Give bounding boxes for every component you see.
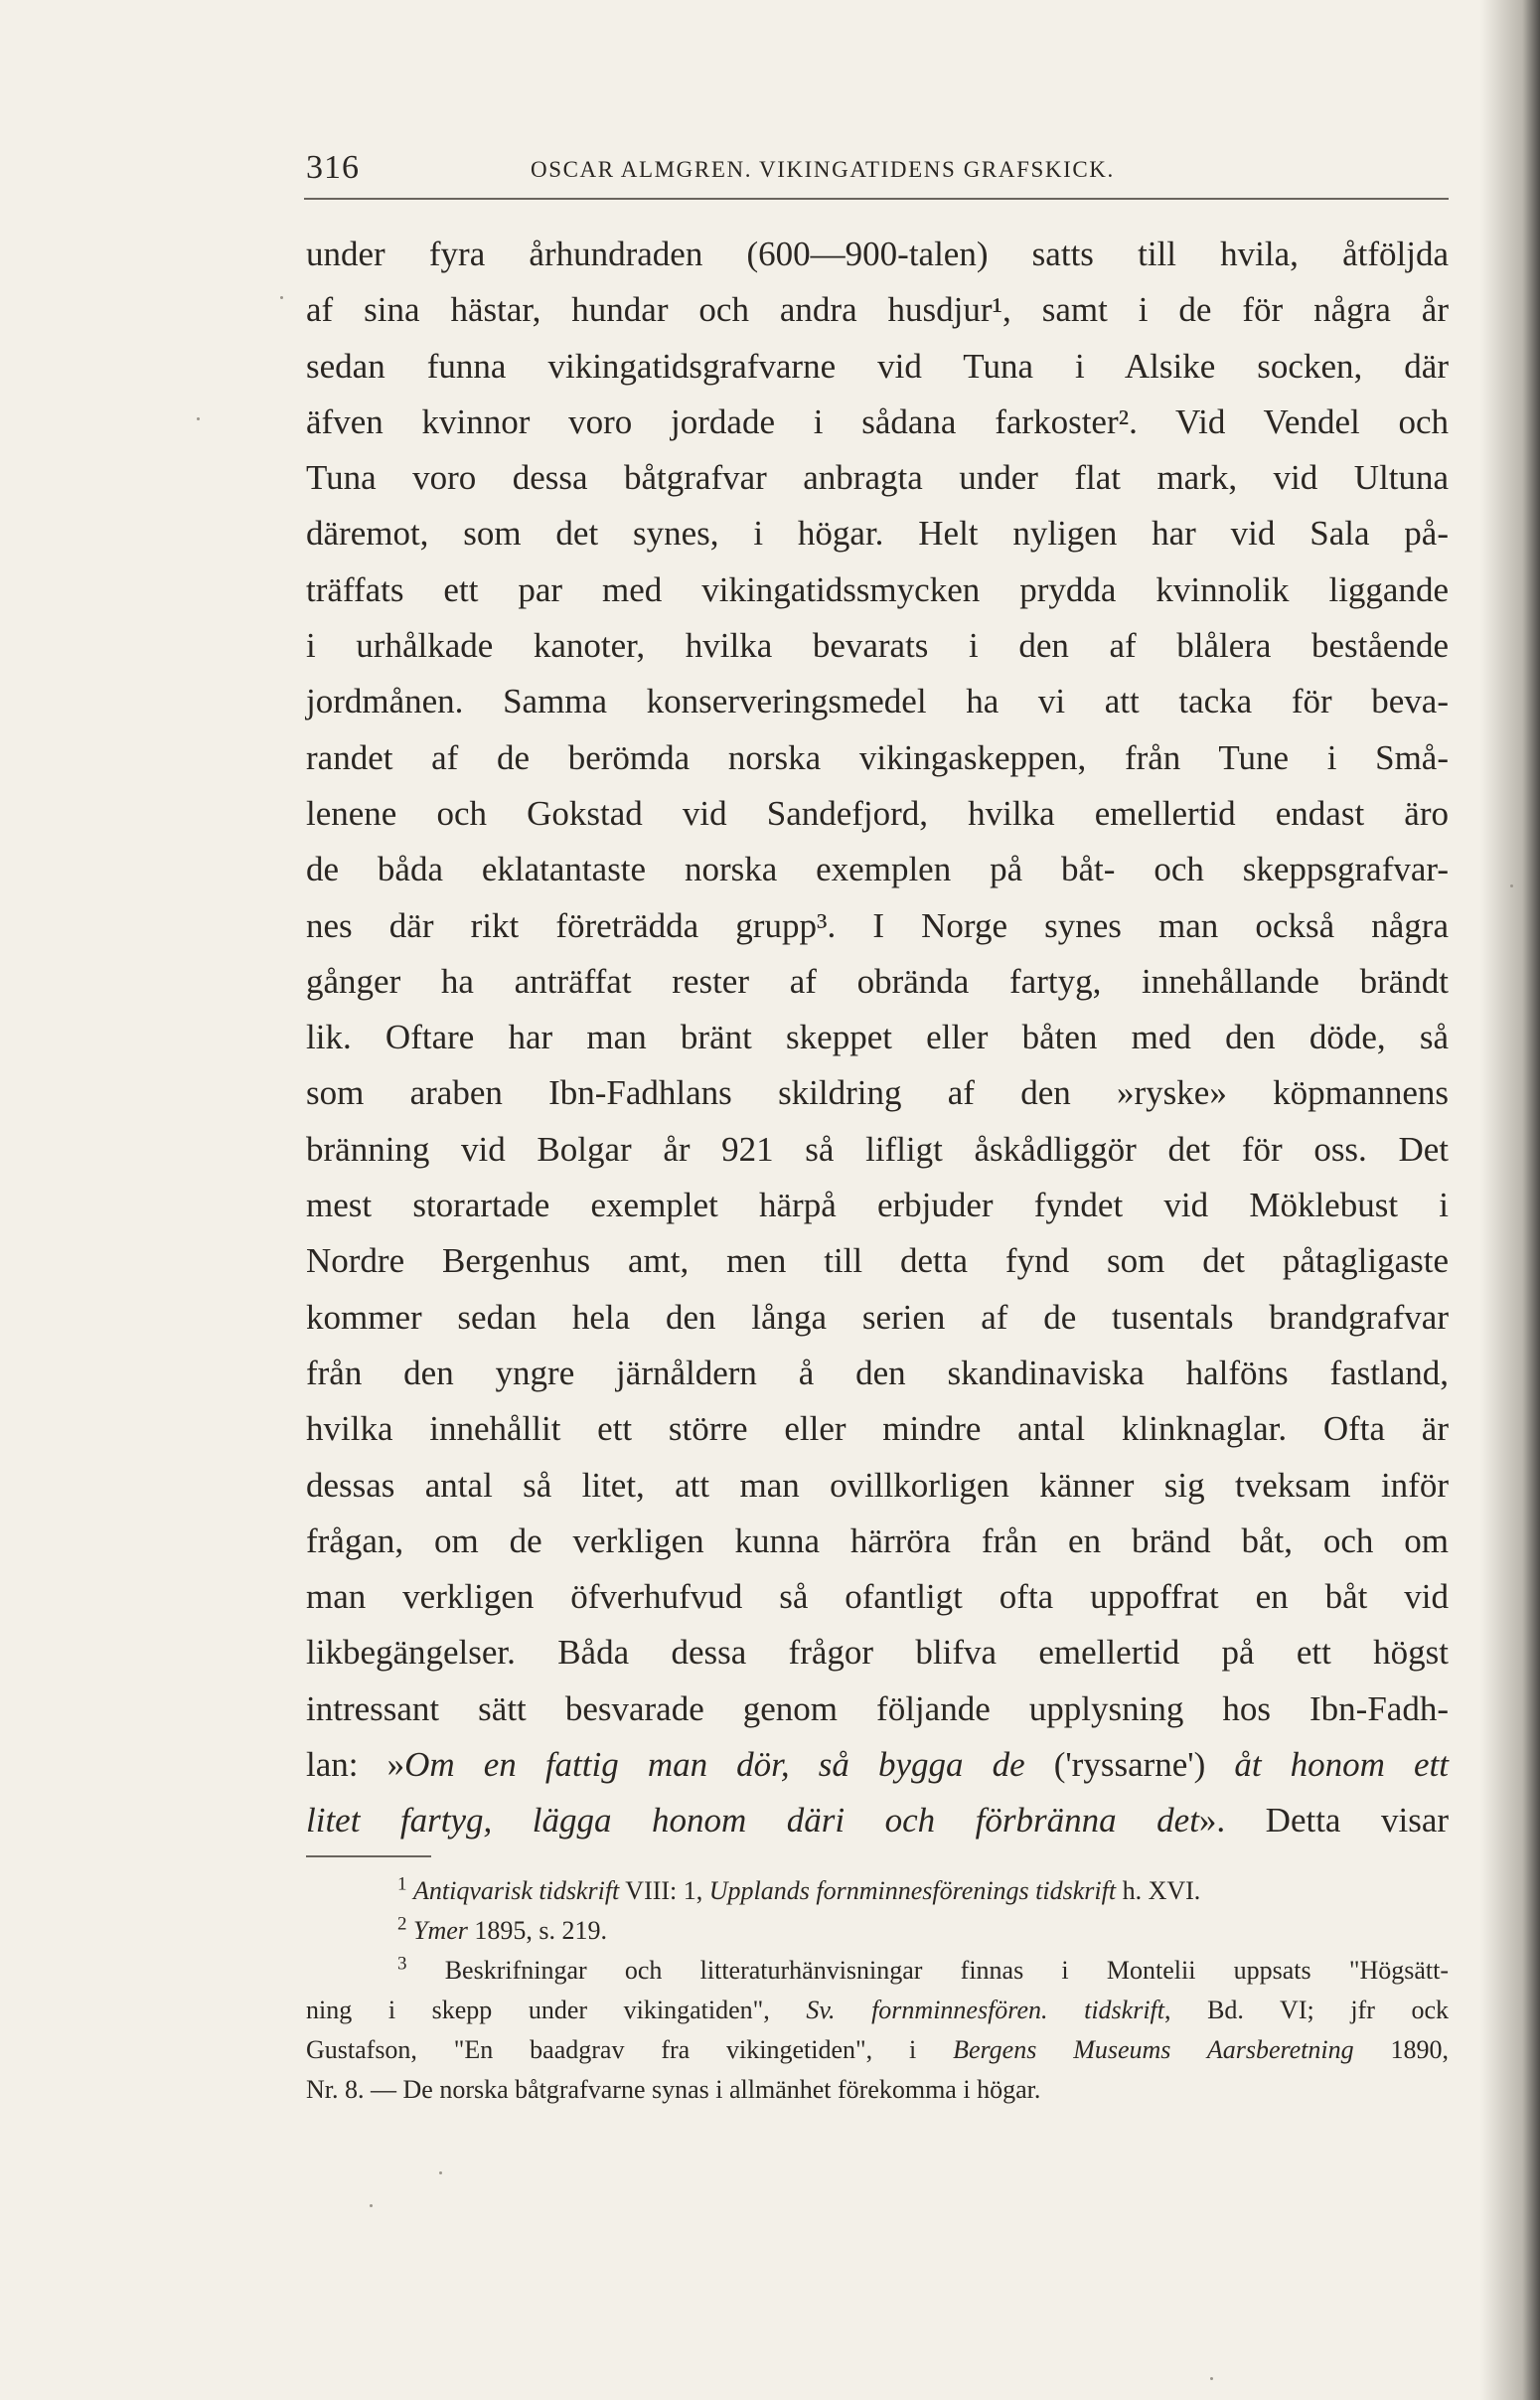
text-line: i urhålkade kanoter, hvilka bevarats i den af blålera bestående xyxy=(306,626,1449,666)
text-line: under fyra århundraden (600—900-talen) satts till hvila, åtföljda xyxy=(306,235,1449,273)
italic-quotation: Om en fattig man dör, så bygga de xyxy=(404,1745,1025,1785)
text-line: träffats ett par med vikingatidssmycken prydda kvinnolik liggande xyxy=(306,569,1449,609)
footnote-rule xyxy=(306,1855,431,1857)
footnote-text: , Bd. VI; jfr ock xyxy=(1164,1996,1449,2024)
text-line: från den yngre järnåldern å den skandinaviska halföns fastland, xyxy=(306,1353,1449,1392)
footnote-text: Gustafson, "En baadgrav fra vikingetiden", i xyxy=(306,2035,954,2064)
text-line: jordmånen. Samma konserveringsmedel ha vi att tacka för beva- xyxy=(306,682,1449,721)
text-line: lenene och Gokstad vid Sandefjord, hvilka emellertid endast äro xyxy=(306,793,1449,833)
journal-title: Upplands fornminnesförenings tidskrift xyxy=(708,1876,1117,1905)
text-line: kommer sedan hela den långa serien af de tusentals brandgrafvar xyxy=(306,1297,1449,1337)
footnote-text: Beskrifningar och litteraturhänvisningar finnas i Montelii uppsats "Högsätt- xyxy=(444,1956,1449,1985)
footnote-3-cont xyxy=(306,2030,1449,2070)
paper-speck xyxy=(197,417,200,420)
page-number: 316 xyxy=(306,149,360,186)
paper-speck xyxy=(370,2204,373,2207)
journal-title: Bergens Museums Aarsberetning xyxy=(953,2035,1354,2064)
italic-quotation: åt honom ett xyxy=(1234,1745,1449,1785)
text-line: Nordre Bergenhus amt, men till detta fynd som det påtagligaste xyxy=(306,1241,1449,1281)
footnote-3 xyxy=(306,1951,1449,1991)
text-line: nes där rikt företrädda grupp³. I Norge synes man också några xyxy=(306,905,1449,945)
footnote-2 xyxy=(306,1911,1449,1951)
footnote-text: h. XVI. xyxy=(1116,1876,1201,1905)
footnote-3-cont xyxy=(306,1991,1449,2030)
footnote-text: 1890, xyxy=(1353,2035,1449,2064)
text-line xyxy=(306,1737,1449,1793)
running-head: OSCAR ALMGREN. VIKINGATIDENS GRAFSKICK. xyxy=(531,157,1115,182)
text-line: mest storartade exemplet härpå erbjuder fyndet vid Möklebust i xyxy=(306,1186,1449,1225)
footnote-1 xyxy=(306,1871,1449,1911)
body-text xyxy=(306,227,1449,1849)
journal-title: Sv. fornminnesfören. tidskrift xyxy=(806,1996,1164,2024)
footnote-text: VIII: 1, xyxy=(619,1876,709,1905)
text-line: Tuna voro dessa båtgrafvar anbragta under flat mark, vid Ultuna xyxy=(306,458,1449,498)
text-line: randet af de berömda norska vikingaskeppen, från Tune i Små- xyxy=(306,737,1449,777)
footnote-3-cont: Nr. 8. — De norska båtgrafvarne synas i allmänhet förekomma i högar. xyxy=(306,2075,1041,2104)
text-line: likbegängelser. Båda dessa frågor blifva emellertid på ett högst xyxy=(306,1633,1449,1673)
text-line: som araben Ibn-Fadhlans skildring af den »ryske» köpmannens xyxy=(306,1073,1449,1113)
paper-speck xyxy=(439,2171,442,2174)
text-line: de båda eklatantaste norska exemplen på båt- och skeppsgrafvar- xyxy=(306,850,1449,889)
paper-speck xyxy=(1210,2377,1213,2380)
footnote-marker: 2 xyxy=(397,1913,407,1935)
page-header xyxy=(306,149,1449,193)
text-line: äfven kvinnor voro jordade i sådana farkoster². Vid Vendel och xyxy=(306,401,1449,441)
text-line: gånger ha anträffat rester af obrända fartyg, innehållande brändt xyxy=(306,961,1449,1001)
footnotes xyxy=(306,1871,1449,2110)
text-line: hvilka innehållit ett större eller mindre antal klinknaglar. Ofta är xyxy=(306,1409,1449,1449)
text-line: sedan funna vikingatidsgrafvarne vid Tuna i Alsike socken, där xyxy=(306,346,1449,386)
text-line: frågan, om de verkligen kunna härröra från en bränd båt, och om xyxy=(306,1520,1449,1560)
text-line: man verkligen öfverhufvud så ofantligt ofta uppoffrat en båt vid xyxy=(306,1577,1449,1617)
footnote-marker: 3 xyxy=(397,1953,407,1975)
text-fragment: lan: » xyxy=(306,1745,405,1785)
text-line xyxy=(306,1793,1449,1848)
text-line: lik. Oftare har man bränt skeppet eller båten med den döde, så xyxy=(306,1018,1449,1057)
footnote-text: 1895, s. 219. xyxy=(467,1916,608,1945)
italic-quotation: litet fartyg, lägga honom däri och förbränna det xyxy=(306,1801,1199,1840)
text-line: intressant sätt besvarade genom följande upplysning hos Ibn-Fadh- xyxy=(306,1688,1449,1728)
paper-speck xyxy=(1510,884,1513,887)
text-fragment: ». Detta visar xyxy=(1198,1801,1450,1840)
page-edge-shadow xyxy=(1480,0,1540,2400)
text-line: af sina hästar, hundar och andra husdjur¹, samt i de för några år xyxy=(306,290,1449,330)
text-line: däremot, som det synes, i högar. Helt nyligen har vid Sala på- xyxy=(306,514,1449,554)
header-rule xyxy=(304,198,1449,200)
text-line: dessas antal så litet, att man ovillkorligen känner sig tveksam inför xyxy=(306,1465,1449,1505)
journal-title: Antiqvarisk tidskrift xyxy=(413,1876,620,1905)
text-line: bränning vid Bolgar år 921 så lifligt åskådliggör det för oss. Det xyxy=(306,1129,1449,1169)
text-fragment: ('ryssarne') xyxy=(1024,1745,1235,1785)
journal-title: Ymer xyxy=(413,1916,468,1945)
footnote-marker: 1 xyxy=(397,1873,407,1895)
paper-speck xyxy=(280,296,283,299)
footnote-text: ning i skepp under vikingatiden", xyxy=(306,1996,807,2024)
